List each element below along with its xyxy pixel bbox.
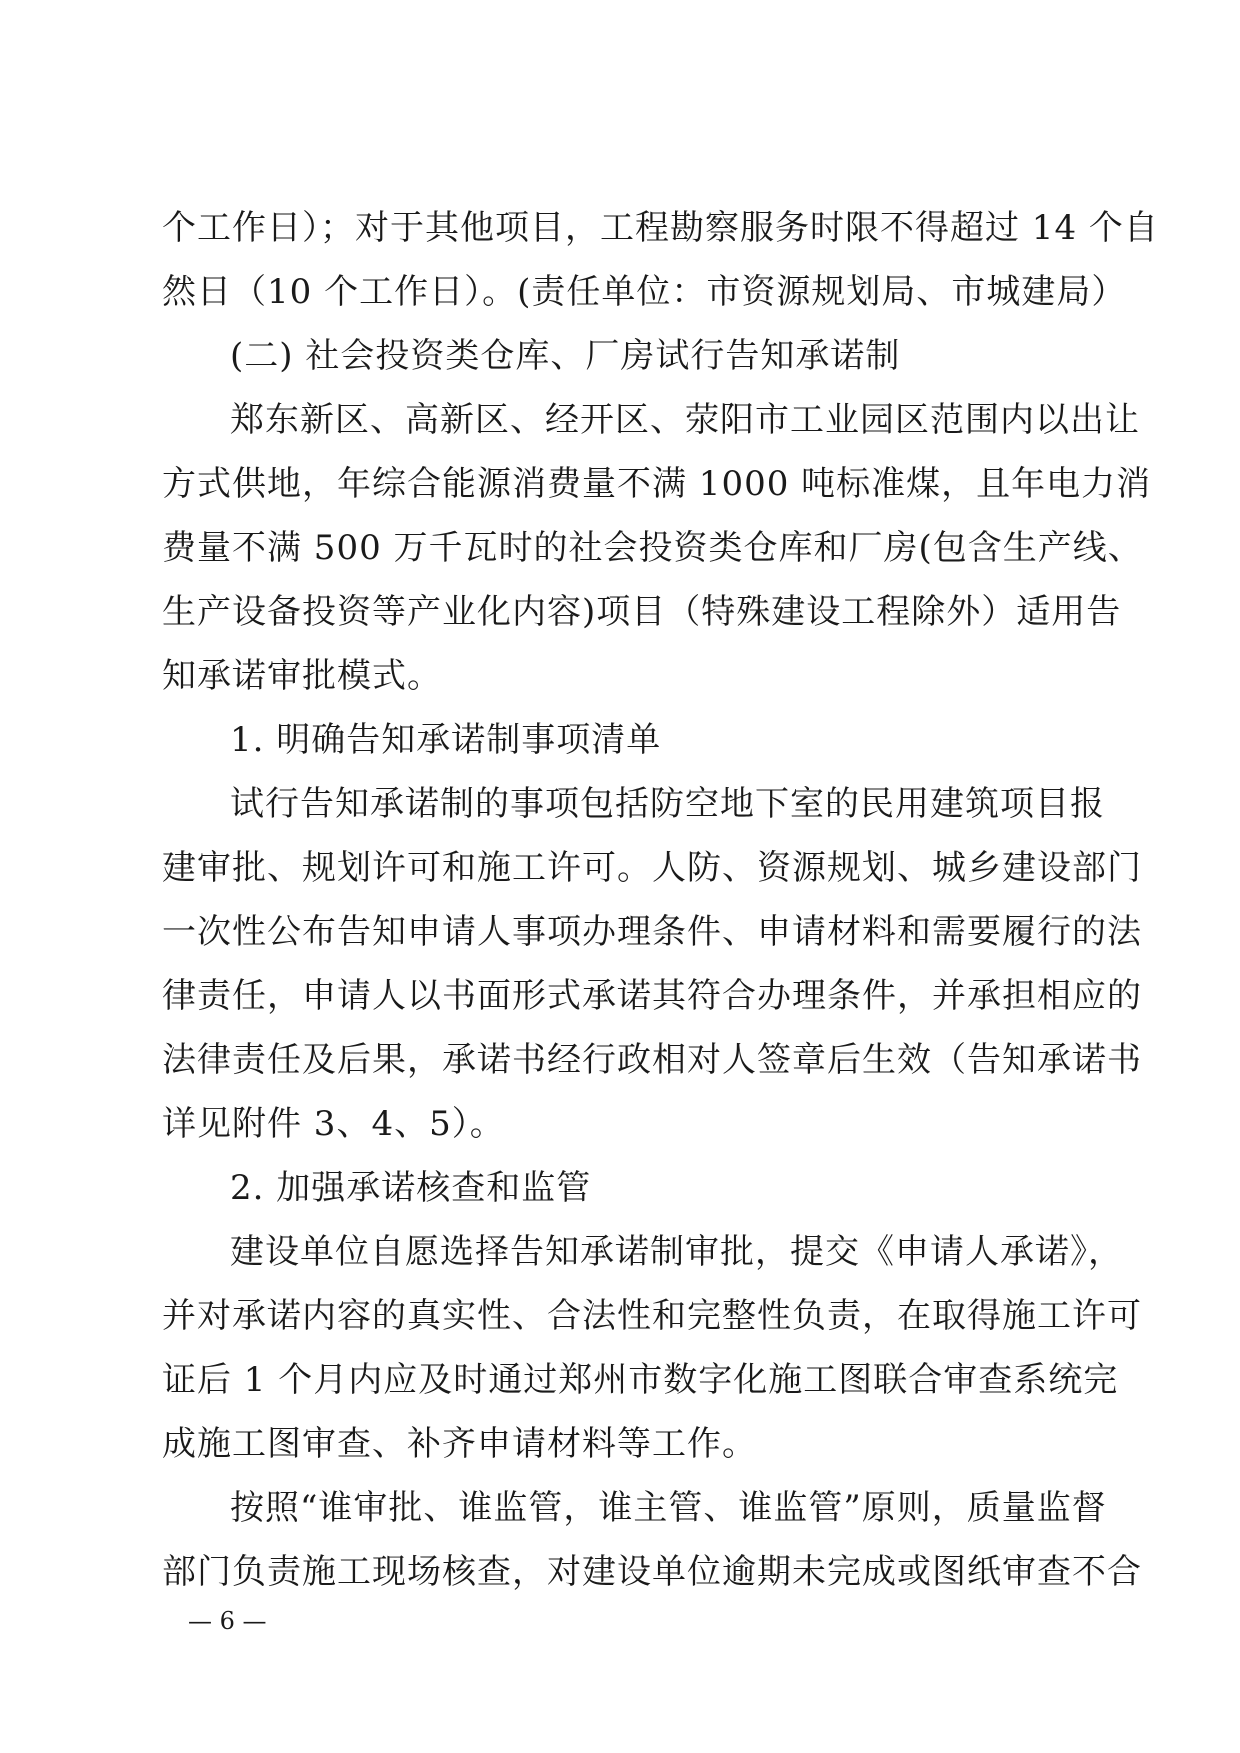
paragraph-line: 按照“谁审批、谁监管，谁主管、谁监管”原则，质量监督 [230,1488,1107,1528]
subsection-heading: 2. 加强承诺核查和监管 [230,1168,592,1208]
paragraph-line: 建审批、规划许可和施工许可。人防、资源规划、城乡建设部门 [162,848,1142,888]
paragraph-line: 一次性公布告知申请人事项办理条件、申请材料和需要履行的法 [162,912,1142,952]
paragraph-line: 知承诺审批模式。 [162,656,442,696]
paragraph-line: 成施工图审查、补齐申请材料等工作。 [162,1424,757,1464]
paragraph-line: 部门负责施工现场核查，对建设单位逾期未完成或图纸审查不合 [162,1552,1142,1592]
paragraph-line: 个工作日）；对于其他项目，工程勘察服务时限不得超过 14 个自 [162,208,1159,248]
paragraph-line: 证后 1 个月内应及时通过郑州市数字化施工图联合审查系统完 [162,1360,1119,1400]
paragraph-line: 然日（10 个工作日）。(责任单位：市资源规划局、市城建局） [162,272,1127,312]
paragraph-line: 建设单位自愿选择告知承诺制审批，提交《申请人承诺》， [230,1232,1123,1272]
paragraph-line: 法律责任及后果，承诺书经行政相对人签章后生效（告知承诺书 [162,1040,1142,1080]
paragraph-line: 律责任，申请人以书面形式承诺其符合办理条件，并承担相应的 [162,976,1142,1016]
paragraph-line: 并对承诺内容的真实性、合法性和完整性负责，在取得施工许可 [162,1296,1142,1336]
subsection-heading: 1. 明确告知承诺制事项清单 [230,720,662,760]
paragraph-line: 郑东新区、高新区、经开区、荥阳市工业园区范围内以出让 [230,400,1140,440]
paragraph-line: 方式供地，年综合能源消费量不满 1000 吨标准煤，且年电力消 [162,464,1152,504]
paragraph-line: 详见附件 3、4、5）。 [162,1104,505,1144]
paragraph-line: 生产设备投资等产业化内容)项目（特殊建设工程除外）适用告 [162,592,1122,632]
paragraph-line: 试行告知承诺制的事项包括防空地下室的民用建筑项目报 [230,784,1105,824]
section-heading: (二) 社会投资类仓库、厂房试行告知承诺制 [230,336,901,376]
paragraph-line: 费量不满 500 万千瓦时的社会投资类仓库和厂房(包含生产线、 [162,528,1143,568]
page-number: — 6 — [188,1607,267,1635]
